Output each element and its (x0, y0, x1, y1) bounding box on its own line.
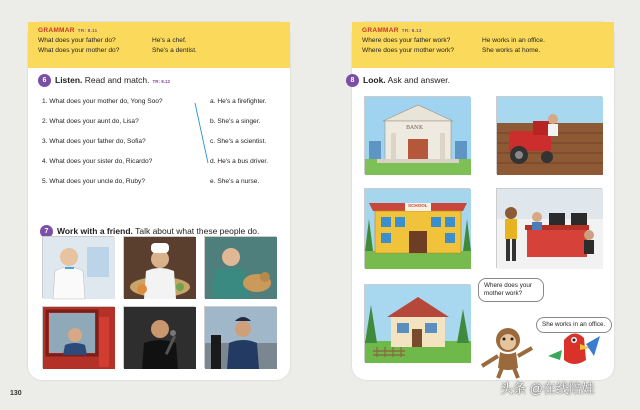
grammar-question: Where does your father work? (362, 37, 451, 44)
match-question: 2. What does your aunt do, Lisa? (42, 118, 139, 125)
match-question: 5. What does your uncle do, Ruby? (42, 178, 145, 185)
speech-bubble-question: Where does your mother work? (478, 278, 544, 302)
section-number: 7 (40, 225, 53, 238)
match-question: 4. What does your sister do, Ricardo? (42, 158, 153, 165)
bank-sign: BANK (406, 125, 423, 131)
match-answer: b. She's a singer. (210, 118, 261, 125)
section-7-heading: 7 Work with a friend. Talk about what these people do. (40, 225, 272, 238)
house-illustration (364, 284, 470, 362)
grammar-answer: He's a chef. (152, 37, 187, 44)
match-answer: e. She's a nurse. (210, 178, 260, 185)
right-page (352, 22, 614, 380)
speech-bubble-answer: She works in an office. (536, 317, 612, 333)
section-8-heading: 8 Look. Ask and answer. (346, 74, 450, 87)
page-number: 130 (10, 390, 22, 397)
grammar-answer: He works in an office. (482, 37, 545, 44)
section-6-heading: 6 Listen. Read and match. TR: 8.12 (38, 74, 170, 87)
match-answer: a. He's a firefighter. (210, 98, 267, 105)
grammar-answer: She works at home. (482, 47, 541, 54)
veterinarian-photo (204, 236, 276, 298)
grammar-row (362, 37, 604, 44)
grammar-question: What does your father do? (38, 37, 116, 44)
office-illustration (496, 188, 602, 268)
match-answer: c. She's a scientist. (210, 138, 267, 145)
match-question: 1. What does your mother do, Yong Soo? (42, 98, 163, 105)
match-answer: d. He's a bus driver. (210, 158, 269, 165)
grammar-question: What does your mother do? (38, 47, 120, 54)
bank-illustration (364, 96, 470, 174)
chef-photo (123, 236, 195, 298)
bus-driver-photo (42, 306, 114, 368)
match-question: 3. What does your father do, Sofia? (42, 138, 146, 145)
dentist-photo (42, 236, 114, 298)
left-page (28, 22, 290, 380)
grammar-answer: She's a dentist. (152, 47, 197, 54)
school-illustration (364, 188, 470, 268)
farm-illustration (496, 96, 602, 174)
singer-photo (123, 306, 195, 368)
grammar-box-right (352, 22, 614, 68)
police-officer-photo (204, 306, 276, 368)
school-sign: SCHOOL (408, 203, 428, 208)
grammar-title: GRAMMAR TR: 8.11 (38, 27, 98, 34)
section-number: 8 (346, 74, 359, 87)
watermark: 头条 @在线陪娃 (500, 381, 595, 396)
grammar-question: Where does your mother work? (362, 47, 454, 54)
section-number: 6 (38, 74, 51, 87)
match-line (28, 22, 290, 222)
grammar-row (362, 47, 604, 54)
grammar-title: GRAMMAR TR: 8.13 (362, 27, 422, 34)
